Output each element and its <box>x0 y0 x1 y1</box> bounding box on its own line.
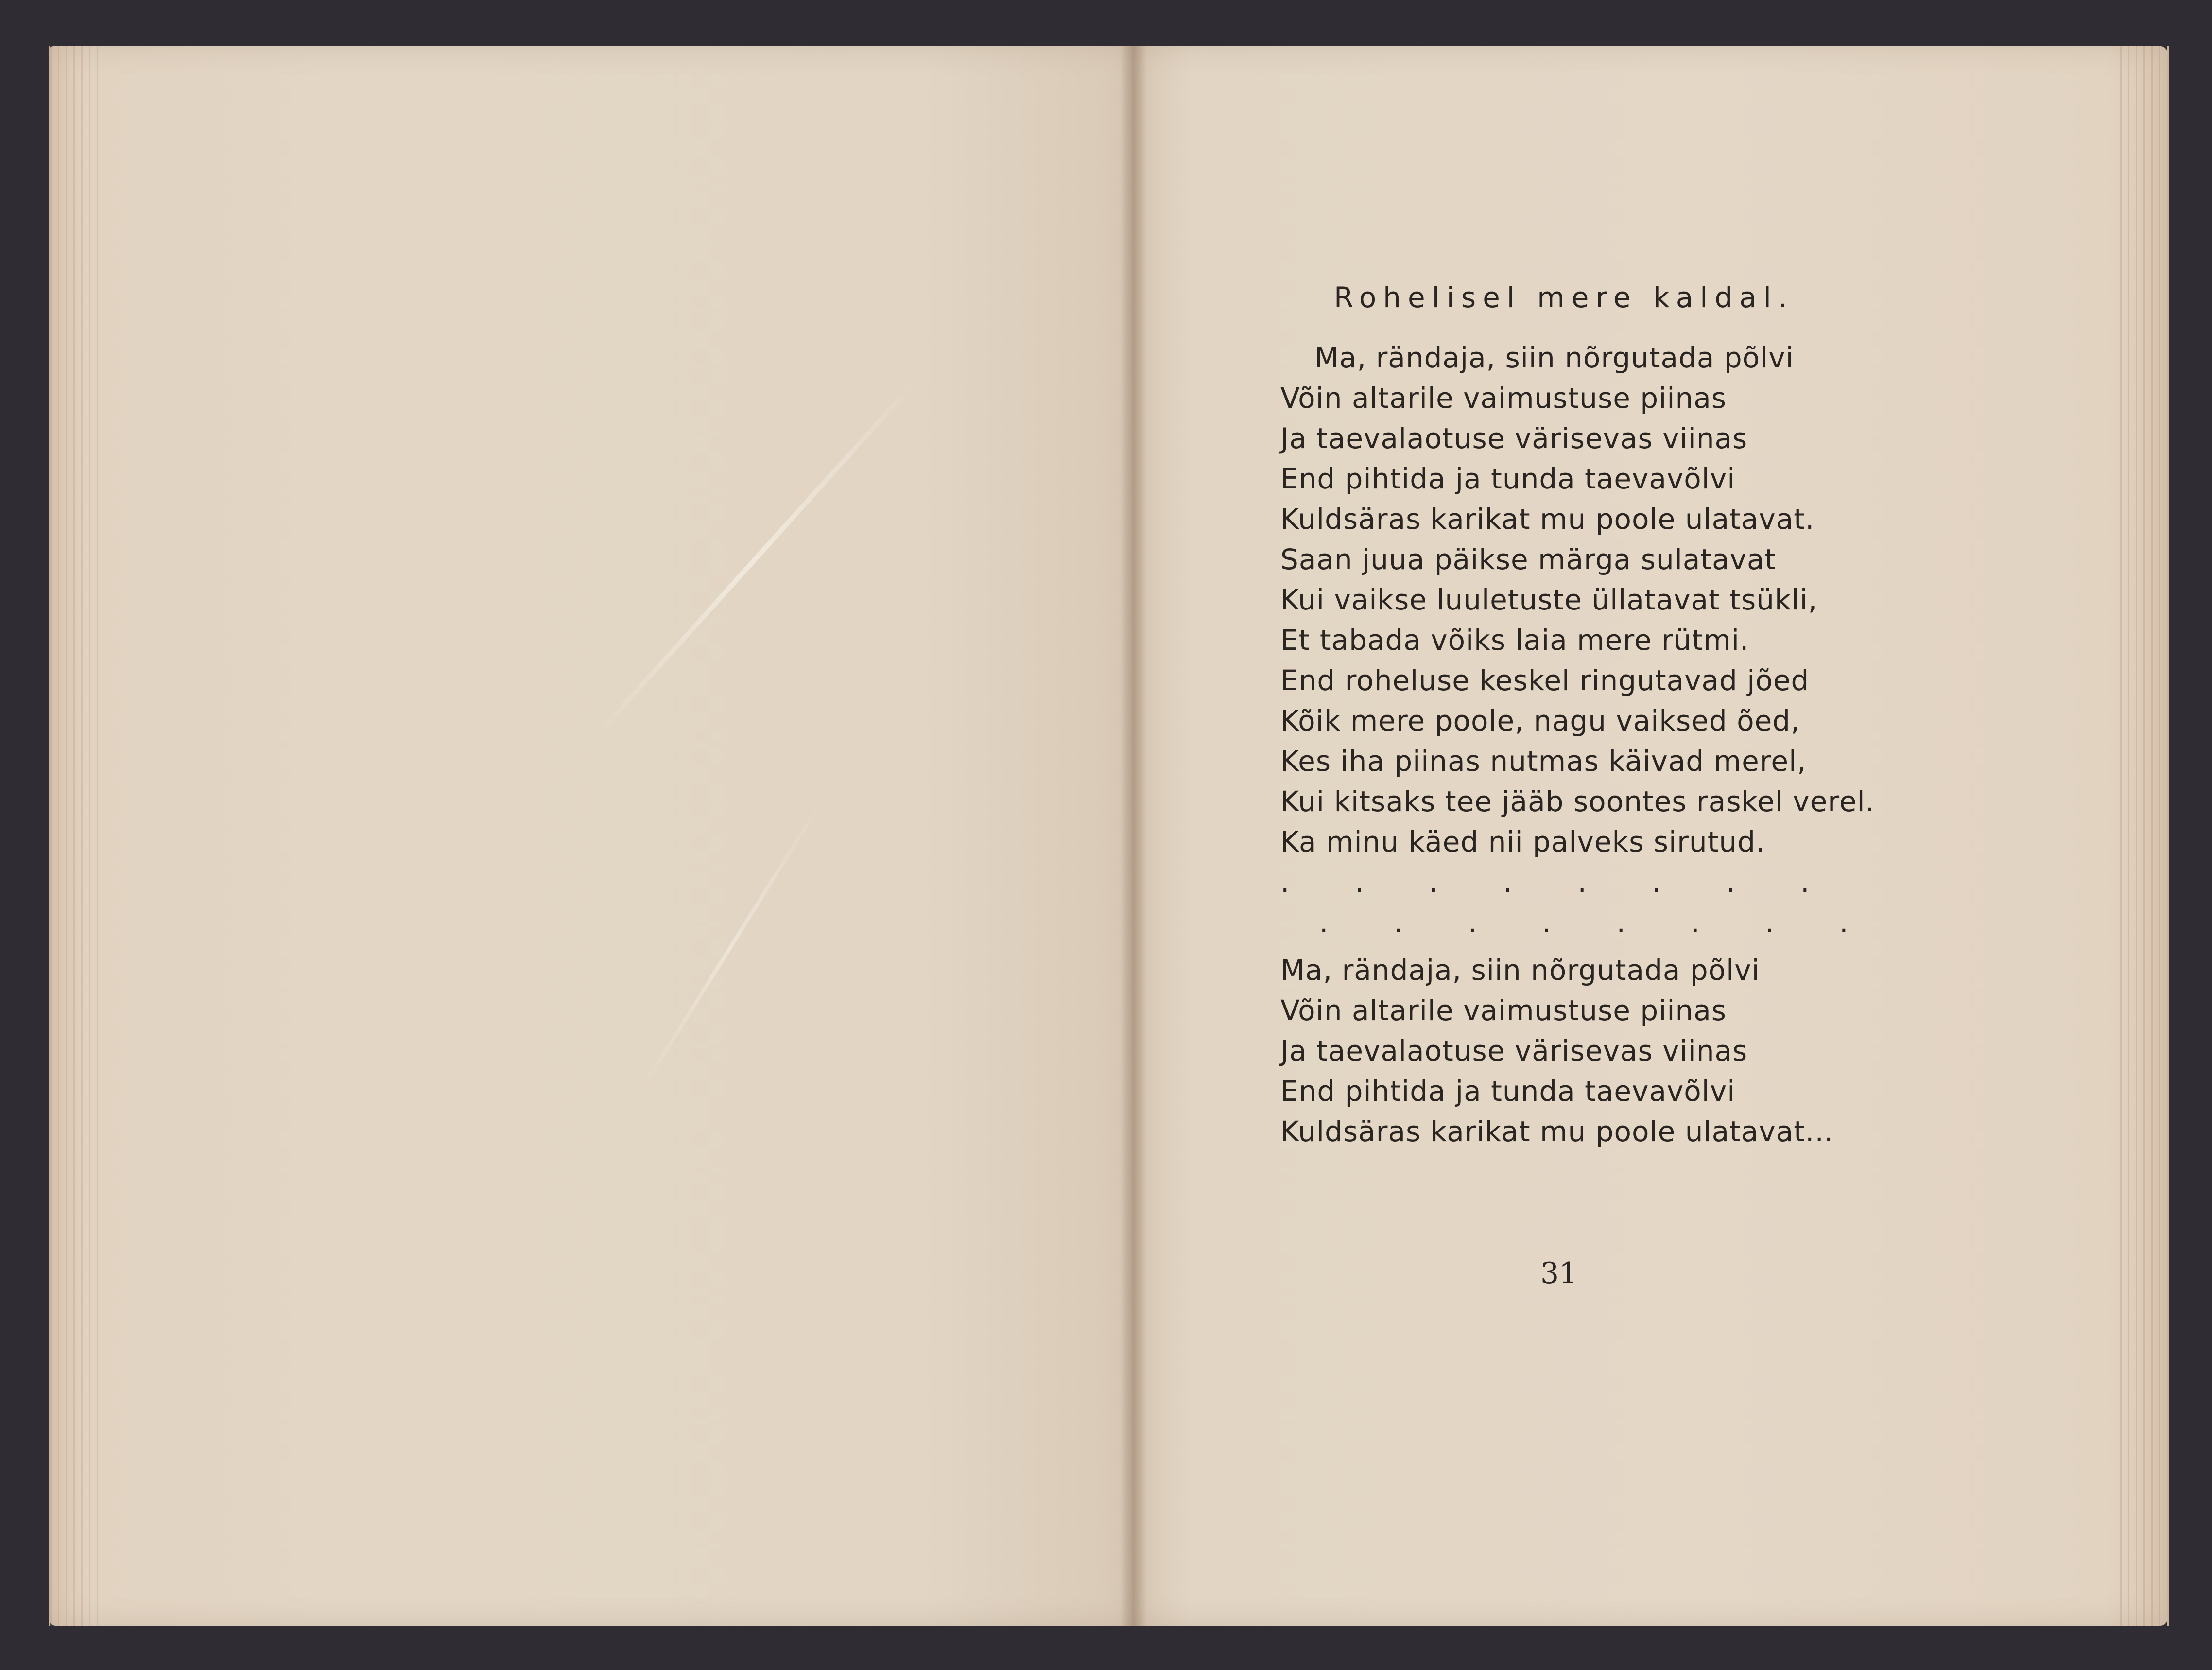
page-number: 31 <box>1540 1256 1578 1290</box>
poem-line: Kui kitsaks tee jääb soontes raskel verel. <box>1280 785 1875 818</box>
poem-line: Kui vaikse luuletuste üllatavat tsükli, <box>1280 583 1818 616</box>
poem-line: Ja taevalaotuse värisevas viinas <box>1280 1034 1748 1067</box>
poem-line: Võin altarile vaimustuse piinas <box>1280 382 1727 415</box>
poem-line: End pihtida ja tunda taevavõlvi <box>1280 462 1736 495</box>
poem-stanza-2 <box>1280 950 1833 1152</box>
poem-line: Ma, rändaja, siin nõrgutada põlvi <box>1280 954 1760 987</box>
ellipsis-row: . . . . . . . . <box>1280 866 1838 899</box>
poem-line: Võin altarile vaimustuse piinas <box>1280 994 1727 1027</box>
poem-line: Kuldsäras karikat mu poole ulatavat. <box>1280 503 1815 536</box>
ellipsis-row: . . . . . . . . <box>1319 906 1877 939</box>
poem-line: Kõik mere poole, nagu vaiksed õed, <box>1280 704 1800 737</box>
poem-line: Saan juua päikse märga sulatavat <box>1280 543 1777 576</box>
poem-line: Ma, rändaja, siin nõrgutada põlvi <box>1314 341 1794 374</box>
poem-line: Ja taevalaotuse värisevas viinas <box>1280 422 1748 455</box>
poem-line: End roheluse keskel ringutavad jõed <box>1280 664 1810 697</box>
poem-line: Kes iha piinas nutmas käivad merel, <box>1280 745 1807 778</box>
poem-line: Kuldsäras karikat mu poole ulatavat... <box>1280 1115 1834 1148</box>
poem-line: End pihtida ja tunda taevavõlvi <box>1280 1075 1736 1108</box>
left-page-blank <box>49 46 1135 1626</box>
poem-title: Rohelisel mere kaldal. <box>1334 281 1794 314</box>
poem-line: Ka minu käed nii palveks sirutud. <box>1280 825 1765 858</box>
poem-line: Et tabada võiks laia mere rütmi. <box>1280 624 1749 657</box>
poem-stanza-1 <box>1280 338 1877 943</box>
